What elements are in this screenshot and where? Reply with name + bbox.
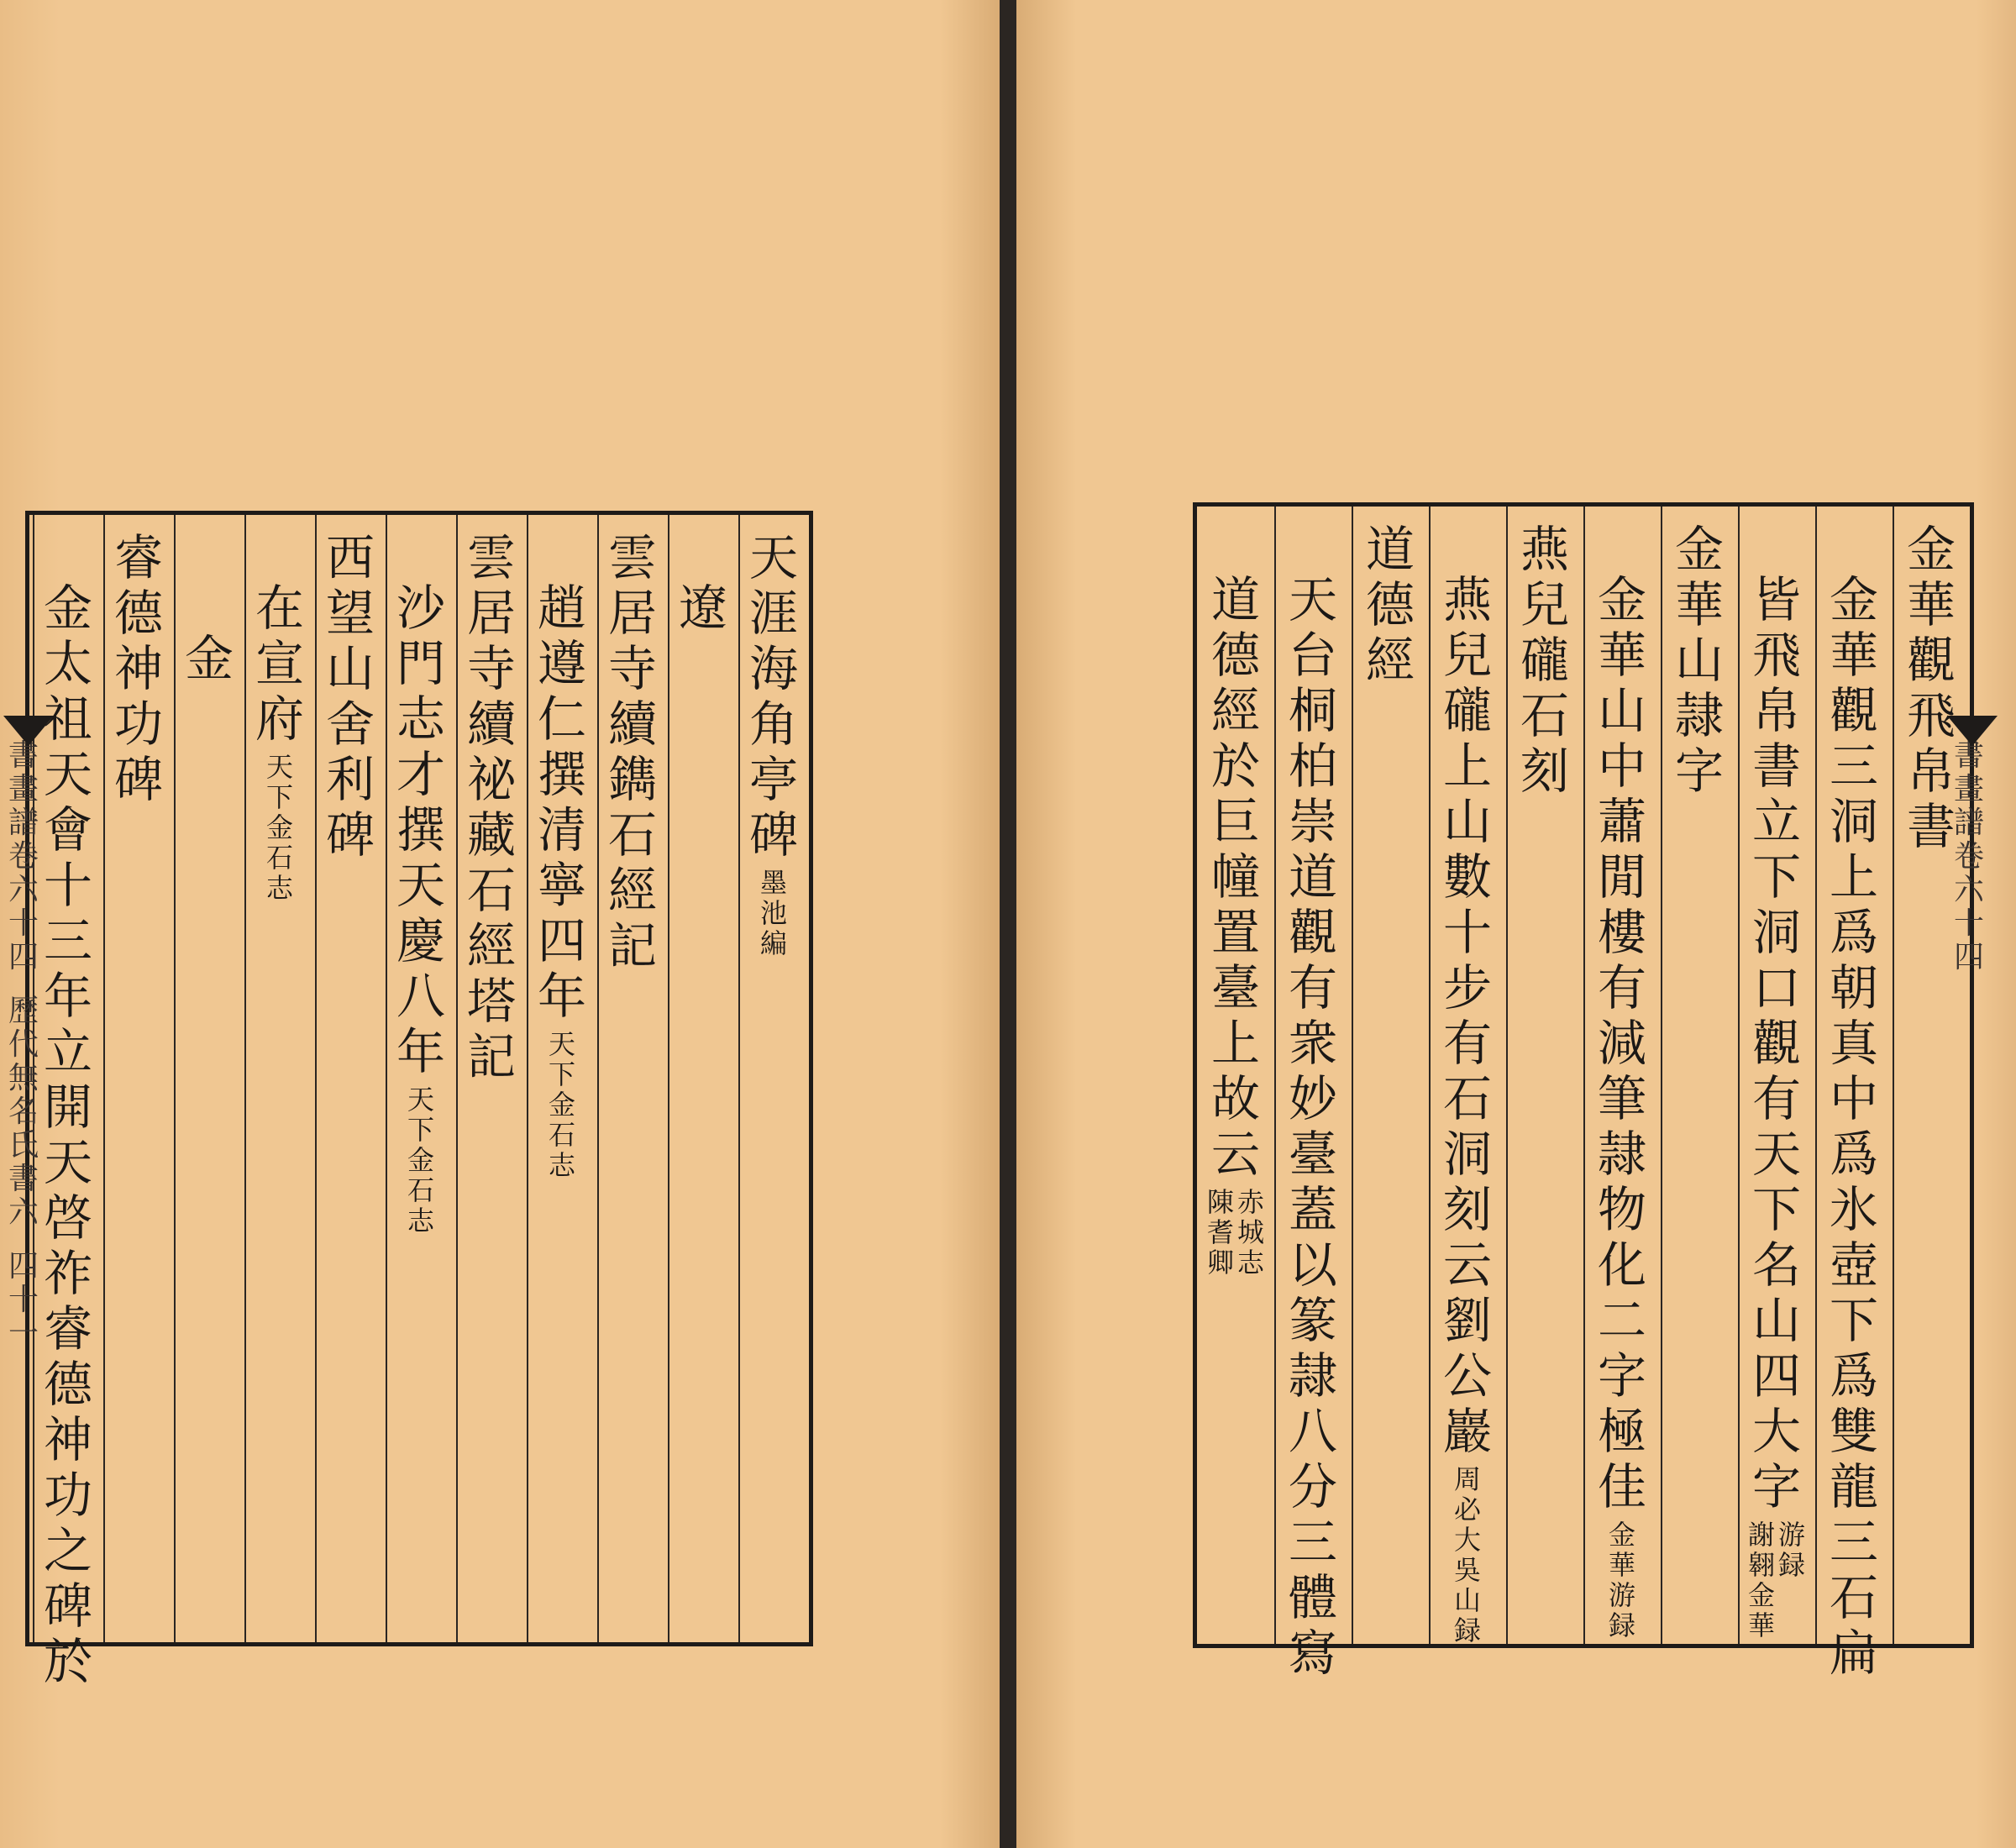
text-column — [1593, 572, 1651, 1641]
source-note-line: 赤 城 志 — [1237, 1186, 1265, 1278]
text-column — [462, 530, 521, 1084]
text-column — [391, 580, 450, 1236]
column-rule — [174, 515, 176, 1642]
column-rule — [1738, 507, 1740, 1644]
right-page-fold-margin-text: 書 畫 譜 卷 六 十 四 — [1953, 738, 1984, 974]
column-rule — [244, 515, 246, 1642]
column-text: 燕 兒 礲 石 刻 — [1520, 521, 1569, 800]
column-text: 天 台 桐 柏 崇 道 觀 有 衆 妙 臺 蓋 以 篆 隷 八 分 三 體 寫 — [1288, 571, 1337, 1682]
text-column — [1747, 572, 1806, 1641]
text-column — [1361, 522, 1420, 688]
source-note: 天 下 金 石 志 — [407, 1084, 434, 1236]
column-text: 金 — [184, 630, 234, 687]
text-column — [1515, 522, 1574, 799]
source-note-double — [1748, 1520, 1805, 1641]
column-text: 皆 飛 帛 書 立 下 洞 口 觀 有 天 下 名 山 四 大 字 — [1751, 571, 1801, 1515]
column-text: 天 涯 海 角 亭 碑 — [748, 529, 798, 864]
left-text-frame — [25, 511, 813, 1690]
column-text: 道 德 經 — [1365, 521, 1415, 689]
right-text-frame — [1193, 502, 1974, 1682]
column-rule — [1815, 507, 1817, 1644]
column-rule — [1352, 507, 1353, 1644]
column-rule — [1506, 507, 1508, 1644]
column-rule — [597, 515, 599, 1642]
column-text: 雲 居 寺 續 鐫 石 經 記 — [607, 529, 657, 974]
text-column — [533, 580, 591, 1180]
book-gutter — [1000, 0, 1016, 1848]
source-note-line: 陳 耆 卿 — [1206, 1186, 1234, 1278]
column-text: 在 宣 府 — [255, 580, 304, 748]
column-text: 趙 遵 仁 撰 清 寧 四 年 — [537, 580, 586, 1025]
source-note: 天 下 金 石 志 — [548, 1028, 575, 1181]
source-note: 天 下 金 石 志 — [265, 751, 293, 904]
column-rule — [315, 515, 317, 1642]
column-text: 遼 — [678, 580, 727, 637]
column-rule — [1661, 507, 1662, 1644]
text-column — [250, 580, 309, 903]
column-text: 金 太 祖 天 會 十 三 年 立 開 天 啓 祚 睿 德 神 功 之 碑 於 — [43, 580, 92, 1690]
text-column — [180, 631, 239, 686]
text-column — [1206, 572, 1265, 1278]
column-rule — [456, 515, 458, 1642]
column-text: 西 望 山 舍 利 碑 — [325, 529, 375, 864]
text-column — [39, 580, 97, 1689]
column-rule — [527, 515, 528, 1642]
source-note-line: 游 録 — [1778, 1519, 1806, 1581]
column-text: 燕 兒 礲 上 山 數 十 步 有 石 洞 刻 云 劉 公 巖 — [1442, 571, 1492, 1460]
column-text: 沙 門 志 才 撰 天 慶 八 年 — [396, 580, 445, 1080]
text-column — [603, 530, 662, 974]
column-text: 道 德 經 於 巨 幢 置 臺 上 故 云 — [1210, 571, 1260, 1183]
text-column — [1670, 522, 1729, 799]
text-column — [109, 530, 168, 807]
source-note-line: 謝 翱 金 華 — [1747, 1519, 1775, 1641]
column-rule — [386, 515, 387, 1642]
text-column — [674, 580, 732, 636]
text-column — [1824, 572, 1883, 1681]
text-column — [321, 530, 380, 863]
column-rule — [668, 515, 669, 1642]
column-text: 睿 德 神 功 碑 — [113, 529, 163, 808]
text-column — [1438, 572, 1497, 1646]
left-page-fold-margin-text: 書 畫 譜 卷 六 十 四 歷 代 無 名 氏 書 六 四 十 一 — [8, 738, 39, 1351]
text-column — [1284, 572, 1342, 1681]
column-text: 金 華 觀 三 洞 上 爲 朝 真 中 爲 氷 壺 下 爲 雙 龍 三 石 扁 — [1829, 571, 1878, 1682]
column-rule — [1583, 507, 1585, 1644]
source-note: 金 華 游 録 — [1608, 1519, 1635, 1641]
column-text: 金 華 山 中 蕭 閒 樓 有 減 筆 隷 物 化 二 字 極 佳 — [1597, 571, 1646, 1515]
source-note-double — [1207, 1187, 1264, 1278]
text-column — [744, 530, 803, 958]
source-note: 墨 池 編 — [759, 867, 787, 959]
column-rule — [738, 515, 740, 1642]
column-text: 金 華 觀 飛 帛 書 — [1906, 521, 1956, 855]
column-text: 金 華 山 隷 字 — [1674, 521, 1724, 800]
column-rule — [103, 515, 105, 1642]
source-note: 周 必 大 吳 山 録 — [1453, 1463, 1481, 1646]
column-rule — [1893, 507, 1894, 1644]
column-text: 雲 居 寺 續 祕 藏 石 經 塔 記 — [466, 529, 516, 1085]
column-rule — [1274, 507, 1276, 1644]
column-rule — [1429, 507, 1431, 1644]
